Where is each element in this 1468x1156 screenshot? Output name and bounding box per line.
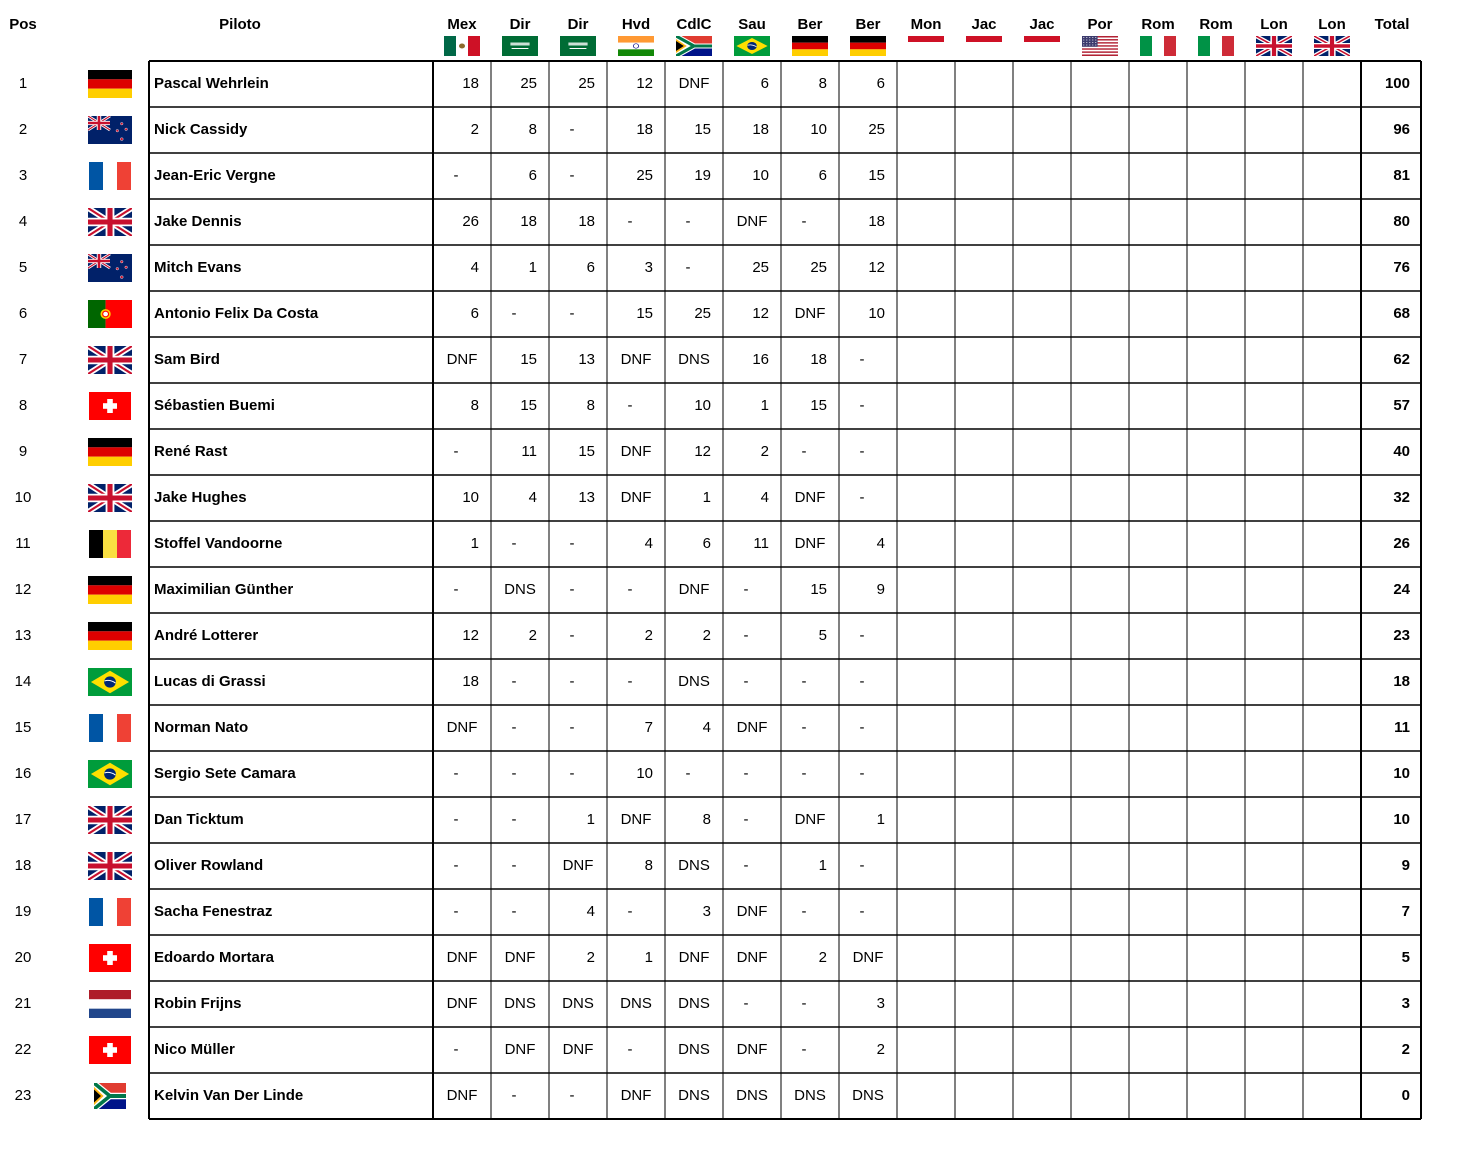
- driver-header: Piloto: [219, 16, 261, 33]
- pos-header: Pos: [9, 16, 37, 33]
- total-points: 7: [1401, 903, 1410, 920]
- race-result: 6: [528, 167, 537, 184]
- race-header-11: Jac: [1029, 16, 1055, 33]
- race-result: 5: [818, 627, 827, 644]
- race-result: -: [453, 857, 459, 874]
- total-points: 3: [1401, 995, 1410, 1012]
- total-points: 10: [1393, 765, 1410, 782]
- driver-name: Oliver Rowland: [154, 857, 264, 874]
- total-points: 40: [1393, 443, 1410, 460]
- driver-name: Edoardo Mortara: [154, 949, 275, 966]
- total-points: 24: [1393, 581, 1410, 598]
- race-result: -: [743, 811, 749, 828]
- race-result: 13: [578, 489, 595, 506]
- race-result: -: [569, 167, 575, 184]
- race-result: -: [859, 351, 865, 368]
- race-result: DNS: [504, 581, 536, 598]
- driver-name: Sébastien Buemi: [154, 397, 275, 414]
- race-result: DNF: [794, 811, 826, 828]
- race-result: 18: [752, 121, 769, 138]
- position-number: 1: [18, 75, 28, 92]
- race-result: 2: [586, 949, 595, 966]
- race-result: 25: [752, 259, 769, 276]
- race-result: 18: [578, 213, 595, 230]
- race-result: DNS: [562, 995, 594, 1012]
- race-result: DNF: [794, 305, 826, 322]
- driver-name: Pascal Wehrlein: [154, 75, 269, 92]
- race-result: DNF: [794, 489, 826, 506]
- race-header-12: Por: [1087, 16, 1113, 33]
- total-points: 81: [1393, 167, 1410, 184]
- position-number: 2: [18, 121, 28, 138]
- race-result: -: [453, 1041, 459, 1058]
- race-result: -: [685, 765, 691, 782]
- race-result: 4: [644, 535, 653, 552]
- total-points: 9: [1401, 857, 1410, 874]
- race-result: DNS: [504, 995, 536, 1012]
- race-result: DNF: [504, 949, 536, 966]
- race-header-9: Mon: [910, 16, 942, 33]
- race-result: 10: [868, 305, 885, 322]
- race-result: -: [511, 1087, 517, 1104]
- position-number: 12: [14, 581, 32, 598]
- race-result: DNF: [446, 949, 478, 966]
- total-points: 18: [1393, 673, 1410, 690]
- race-result: -: [569, 673, 575, 690]
- driver-name: Lucas di Grassi: [154, 673, 266, 690]
- driver-name: Mitch Evans: [154, 259, 242, 276]
- total-points: 80: [1393, 213, 1410, 230]
- race-result: 6: [470, 305, 479, 322]
- position-number: 10: [14, 489, 32, 506]
- position-number: 7: [18, 351, 28, 368]
- position-number: 3: [18, 167, 28, 184]
- race-result: -: [627, 581, 633, 598]
- position-number: 23: [14, 1087, 32, 1104]
- race-result: -: [511, 903, 517, 920]
- race-result: -: [859, 627, 865, 644]
- race-result: 4: [876, 535, 885, 552]
- position-number: 18: [14, 857, 32, 874]
- driver-name: Maximilian Günther: [154, 581, 294, 598]
- driver-name: Sacha Fenestraz: [154, 903, 273, 920]
- race-result: 8: [818, 75, 827, 92]
- driver-name: Norman Nato: [154, 719, 249, 736]
- race-result: 1: [876, 811, 885, 828]
- total-points: 11: [1394, 719, 1410, 736]
- total-points: 10: [1393, 811, 1410, 828]
- position-number: 16: [14, 765, 32, 782]
- race-result: -: [511, 857, 517, 874]
- race-result: -: [859, 719, 865, 736]
- race-result: -: [453, 443, 459, 460]
- race-result: 3: [644, 259, 653, 276]
- race-result: DNS: [736, 1087, 768, 1104]
- race-result: -: [569, 765, 575, 782]
- race-result: -: [743, 765, 749, 782]
- race-result: DNF: [736, 949, 768, 966]
- race-result: 11: [521, 443, 537, 460]
- driver-name: Robin Frijns: [154, 995, 242, 1012]
- race-result: 8: [644, 857, 653, 874]
- race-result: 8: [470, 397, 479, 414]
- race-header-3: Dir: [567, 16, 589, 33]
- race-result: 25: [694, 305, 711, 322]
- race-result: -: [859, 489, 865, 506]
- race-result: -: [801, 903, 807, 920]
- race-result: 8: [586, 397, 595, 414]
- race-result: 1: [702, 489, 711, 506]
- race-result: 1: [644, 949, 653, 966]
- race-result: -: [511, 673, 517, 690]
- race-result: DNF: [446, 351, 478, 368]
- race-result: 6: [760, 75, 769, 92]
- race-result: 1: [528, 259, 537, 276]
- race-header-2: Dir: [509, 16, 531, 33]
- race-header-5: CdlC: [676, 16, 712, 33]
- race-result: 8: [528, 121, 537, 138]
- position-number: 5: [18, 259, 28, 276]
- race-result: 9: [876, 581, 885, 598]
- race-result: -: [627, 397, 633, 414]
- position-number: 9: [18, 443, 28, 460]
- race-result: DNS: [678, 1041, 710, 1058]
- race-result: 18: [462, 75, 479, 92]
- race-result: -: [743, 581, 749, 598]
- race-result: -: [801, 443, 807, 460]
- race-result: 15: [810, 581, 827, 598]
- race-result: 6: [818, 167, 827, 184]
- total-points: 68: [1393, 305, 1410, 322]
- race-result: DNF: [446, 995, 478, 1012]
- position-number: 22: [14, 1041, 32, 1058]
- race-header-16: Lon: [1318, 16, 1346, 33]
- race-result: DNF: [620, 351, 652, 368]
- race-result: -: [801, 1041, 807, 1058]
- driver-name: Stoffel Vandoorne: [154, 535, 283, 552]
- race-result: 12: [752, 305, 769, 322]
- race-result: -: [743, 673, 749, 690]
- race-result: 18: [810, 351, 827, 368]
- race-result: 25: [578, 75, 595, 92]
- position-number: 21: [14, 995, 32, 1012]
- race-result: 12: [868, 259, 885, 276]
- race-header-8: Ber: [855, 16, 881, 33]
- race-result: -: [743, 857, 749, 874]
- driver-name: Nico Müller: [154, 1041, 235, 1058]
- race-result: 4: [760, 489, 769, 506]
- race-result: -: [569, 581, 575, 598]
- race-result: 18: [636, 121, 653, 138]
- race-result: DNF: [446, 719, 478, 736]
- race-result: 3: [876, 995, 885, 1012]
- race-result: 2: [528, 627, 537, 644]
- race-result: 12: [694, 443, 711, 460]
- race-result: -: [801, 673, 807, 690]
- race-result: -: [743, 995, 749, 1012]
- race-result: DNS: [678, 673, 710, 690]
- race-result: 26: [462, 213, 479, 230]
- race-result: 1: [760, 397, 769, 414]
- race-result: 6: [876, 75, 885, 92]
- race-result: DNF: [620, 489, 652, 506]
- race-result: 10: [462, 489, 479, 506]
- race-result: -: [685, 259, 691, 276]
- race-result: 1: [818, 857, 827, 874]
- race-result: 8: [702, 811, 711, 828]
- race-result: 18: [520, 213, 537, 230]
- race-result: DNF: [678, 75, 710, 92]
- race-result: -: [801, 719, 807, 736]
- race-result: 4: [586, 903, 595, 920]
- total-points: 32: [1393, 489, 1410, 506]
- race-result: 10: [636, 765, 653, 782]
- total-points: 100: [1384, 75, 1410, 92]
- race-result: 12: [462, 627, 479, 644]
- race-result: DNS: [678, 351, 710, 368]
- race-header-6: Sau: [738, 16, 766, 33]
- race-result: -: [801, 213, 807, 230]
- race-result: 15: [520, 351, 537, 368]
- race-result: 2: [818, 949, 827, 966]
- race-result: DNS: [852, 1087, 884, 1104]
- race-result: DNF: [620, 811, 652, 828]
- race-result: 2: [470, 121, 479, 138]
- race-result: 15: [694, 121, 711, 138]
- race-result: 18: [462, 673, 479, 690]
- race-result: DNF: [620, 1087, 652, 1104]
- race-result: 2: [760, 443, 769, 460]
- position-number: 14: [14, 673, 32, 690]
- race-result: -: [859, 903, 865, 920]
- race-result: -: [453, 811, 459, 828]
- race-result: 4: [528, 489, 537, 506]
- driver-name: Antonio Felix Da Costa: [154, 305, 319, 322]
- race-result: 1: [470, 535, 479, 552]
- race-result: 15: [636, 305, 653, 322]
- position-number: 11: [15, 535, 31, 552]
- race-result: 18: [868, 213, 885, 230]
- race-result: 2: [876, 1041, 885, 1058]
- position-number: 6: [18, 305, 28, 322]
- driver-name: Jake Hughes: [154, 489, 247, 506]
- race-header-13: Rom: [1141, 16, 1175, 33]
- race-result: 25: [636, 167, 653, 184]
- race-result: DNF: [736, 903, 768, 920]
- position-number: 15: [14, 719, 32, 736]
- driver-name: Jake Dennis: [154, 213, 242, 230]
- race-header-1: Mex: [447, 16, 477, 33]
- race-result: -: [743, 627, 749, 644]
- race-result: 25: [868, 121, 885, 138]
- race-result: -: [859, 857, 865, 874]
- race-result: -: [801, 765, 807, 782]
- race-result: 10: [694, 397, 711, 414]
- driver-name: Kelvin Van Der Linde: [154, 1087, 304, 1104]
- race-result: 25: [520, 75, 537, 92]
- total-points: 0: [1401, 1087, 1410, 1104]
- total-points: 26: [1393, 535, 1410, 552]
- race-result: 19: [694, 167, 711, 184]
- race-result: 1: [586, 811, 595, 828]
- total-points: 57: [1393, 397, 1410, 414]
- race-header-15: Lon: [1260, 16, 1288, 33]
- race-result: -: [511, 535, 517, 552]
- race-result: 15: [810, 397, 827, 414]
- race-result: -: [627, 673, 633, 690]
- race-result: DNF: [736, 1041, 768, 1058]
- race-result: -: [859, 443, 865, 460]
- race-result: -: [859, 673, 865, 690]
- race-result: -: [453, 581, 459, 598]
- race-result: -: [453, 765, 459, 782]
- race-result: DNF: [678, 949, 710, 966]
- race-result: -: [859, 765, 865, 782]
- total-points: 23: [1393, 627, 1410, 644]
- race-result: -: [685, 213, 691, 230]
- race-result: 10: [810, 121, 827, 138]
- race-result: 11: [753, 535, 769, 552]
- race-result: -: [569, 535, 575, 552]
- race-result: 12: [636, 75, 653, 92]
- driver-name: Dan Ticktum: [154, 811, 244, 828]
- race-result: 4: [470, 259, 479, 276]
- race-result: 25: [810, 259, 827, 276]
- race-result: -: [627, 213, 633, 230]
- race-result: 3: [702, 903, 711, 920]
- position-number: 13: [14, 627, 32, 644]
- race-result: -: [511, 765, 517, 782]
- race-result: DNF: [562, 1041, 594, 1058]
- race-header-4: Hvd: [621, 16, 651, 33]
- race-result: 10: [752, 167, 769, 184]
- race-result: DNF: [736, 213, 768, 230]
- race-result: 2: [644, 627, 653, 644]
- race-result: DNS: [678, 857, 710, 874]
- race-result: -: [569, 627, 575, 644]
- total-points: 5: [1401, 949, 1410, 966]
- position-number: 20: [14, 949, 32, 966]
- race-result: DNS: [678, 1087, 710, 1104]
- race-result: DNS: [620, 995, 652, 1012]
- race-result: DNS: [678, 995, 710, 1012]
- race-result: 15: [520, 397, 537, 414]
- race-result: DNF: [446, 1087, 478, 1104]
- race-result: -: [511, 305, 517, 322]
- driver-name: René Rast: [154, 443, 228, 460]
- total-points: 96: [1393, 121, 1410, 138]
- race-result: 2: [702, 627, 711, 644]
- race-result: 7: [644, 719, 653, 736]
- race-result: DNS: [794, 1087, 826, 1104]
- total-points: 2: [1401, 1041, 1410, 1058]
- race-result: 6: [586, 259, 595, 276]
- race-result: -: [859, 397, 865, 414]
- race-result: 13: [578, 351, 595, 368]
- race-result: -: [569, 121, 575, 138]
- race-result: DNF: [678, 581, 710, 598]
- race-result: -: [453, 903, 459, 920]
- race-result: 16: [752, 351, 769, 368]
- total-points: 76: [1393, 259, 1410, 276]
- race-result: DNF: [736, 719, 768, 736]
- position-number: 4: [18, 213, 28, 230]
- driver-name: Nick Cassidy: [154, 121, 248, 138]
- race-result: -: [511, 811, 517, 828]
- driver-name: Sam Bird: [154, 351, 220, 368]
- race-header-14: Rom: [1199, 16, 1233, 33]
- race-result: -: [627, 903, 633, 920]
- race-header-10: Jac: [971, 16, 997, 33]
- race-result: 4: [702, 719, 711, 736]
- total-points: 62: [1393, 351, 1410, 368]
- race-result: DNF: [794, 535, 826, 552]
- position-number: 8: [18, 397, 28, 414]
- position-number: 17: [14, 811, 32, 828]
- race-result: 15: [868, 167, 885, 184]
- race-result: -: [569, 1087, 575, 1104]
- total-header: Total: [1374, 16, 1410, 33]
- race-result: -: [801, 995, 807, 1012]
- race-result: DNF: [562, 857, 594, 874]
- race-result: 6: [702, 535, 711, 552]
- race-result: -: [453, 167, 459, 184]
- race-result: DNF: [852, 949, 884, 966]
- driver-name: André Lotterer: [154, 627, 259, 644]
- race-result: -: [569, 719, 575, 736]
- race-result: -: [511, 719, 517, 736]
- race-result: -: [569, 305, 575, 322]
- race-result: DNF: [620, 443, 652, 460]
- driver-name: Jean-Eric Vergne: [154, 167, 276, 184]
- position-number: 19: [14, 903, 32, 920]
- race-header-7: Ber: [797, 16, 823, 33]
- race-result: -: [627, 1041, 633, 1058]
- race-result: 15: [578, 443, 595, 460]
- driver-name: Sergio Sete Camara: [154, 765, 296, 782]
- race-result: DNF: [504, 1041, 536, 1058]
